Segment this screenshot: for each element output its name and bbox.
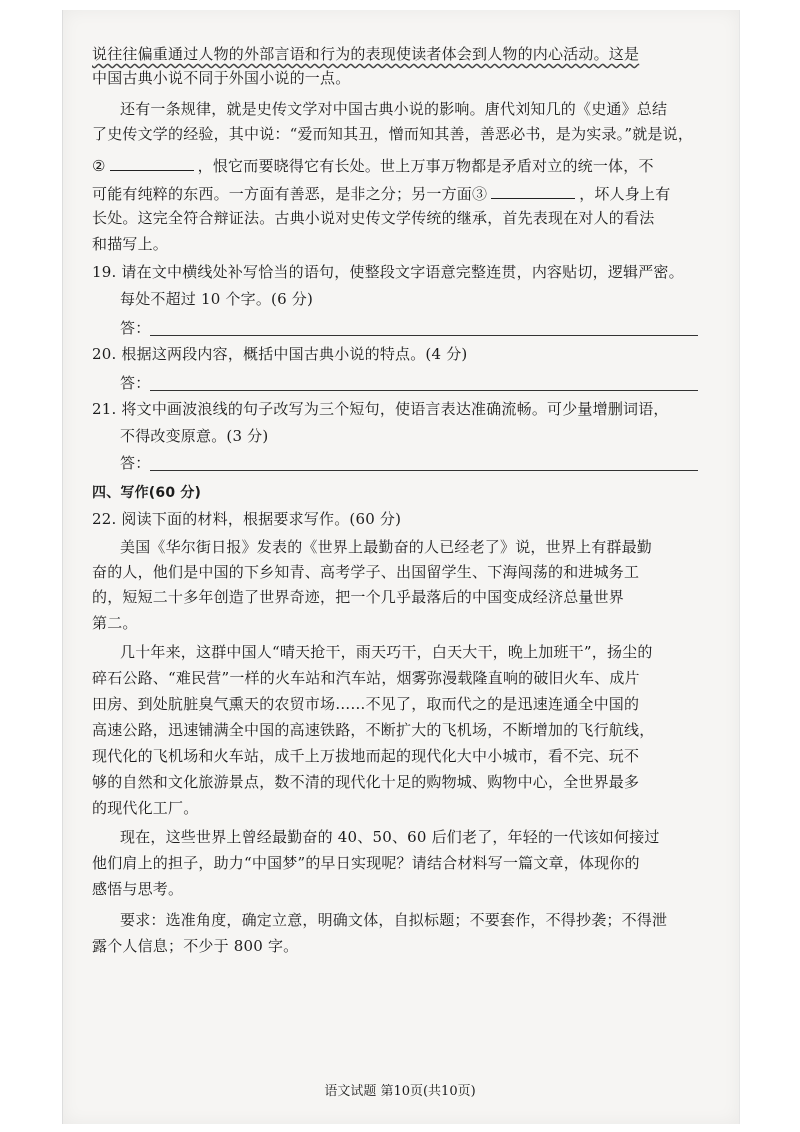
material-line: 够的自然和文化旅游景点，数不清的现代化十足的购物城、购物中心，全世界最多 [92, 773, 640, 791]
passage-line: 了史传文学的经验，其中说：“爱而知其丑，憎而知其善，善恶必书，是为实录。”就是说， [92, 125, 694, 143]
answer-label: 答： [120, 319, 151, 337]
answer-line-19[interactable] [150, 334, 698, 336]
question-21-cont: 不得改变原意。(3 分) [120, 427, 269, 445]
blank-2-label: ② [92, 157, 106, 175]
material-line: 现代化的飞机场和火车站，成千上万拔地而起的现代化大中小城市，看不完、玩不 [92, 747, 640, 765]
question-20: 20. 根据这两段内容，概括中国古典小说的特点。(4 分) [92, 345, 468, 363]
material-line: 奋的人，他们是中国的下乡知青、高考学子、出国留学生、下海闯荡的和进城务工 [92, 563, 640, 581]
material-line: 现在，这些世界上曾经最勤奋的 40、50、60 后们老了，年轻的一代该如何接过 [120, 828, 660, 846]
material-line: 田房、到处肮脏臭气熏天的农贸市场……不见了，取而代之的是迅速连通全中国的 [92, 695, 640, 713]
material-line: 碎石公路、“难民营”一样的火车站和汽车站，烟雾弥漫载隆直响的破旧火车、成片 [92, 669, 640, 687]
question-22: 22. 阅读下面的材料，根据要求写作。(60 分) [92, 510, 402, 528]
answer-label: 答： [120, 374, 151, 392]
answer-line-20[interactable] [150, 389, 698, 391]
question-19: 19. 请在文中横线处补写恰当的语句，使整段文字语意完整连贯，内容贴切，逻辑严密。 [92, 263, 684, 281]
blank-3[interactable] [491, 182, 575, 199]
passage-line-blank-3 [92, 182, 670, 204]
passage-line-blank-2 [92, 154, 654, 176]
passage-text: 可能有纯粹的东西。一方面有善恶，是非之分；另一方面③ [92, 185, 488, 203]
requirement-line: 要求：选准角度，确定立意，明确文体，自拟标题；不要套作，不得抄袭；不得泄 [120, 911, 668, 929]
question-19-cont: 每处不超过 10 个字。(6 分) [120, 290, 314, 308]
blank-2[interactable] [110, 154, 194, 171]
material-line: 几十年来，这群中国人“晴天抢干，雨天巧干，白天大干，晚上加班干”，扬尘的 [120, 643, 653, 661]
answer-line-21[interactable] [150, 469, 698, 471]
material-line: 感悟与思考。 [92, 880, 184, 898]
page-footer: 语文试题 第10页(共10页) [324, 1084, 476, 1099]
passage-line: 长处。这完全符合辩证法。古典小说对史传文学传统的继承，首先表现在对人的看法 [92, 209, 655, 227]
requirement-line: 露个人信息；不少于 800 字。 [92, 937, 299, 955]
material-line: 第二。 [92, 614, 138, 632]
passage-text: ，坏人身上有 [579, 185, 671, 203]
passage-text: ，恨它而要晓得它有长处。世上万事万物都是矛盾对立的统一体，不 [197, 157, 654, 175]
question-21: 21. 将文中画波浪线的句子改写为三个短句，使语言表达准确流畅。可少量增删词语， [92, 400, 669, 418]
passage-line-wavy: 说往往偏重通过人物的外部言语和行为的表现使读者体会到人物的内心活动。这是 [92, 45, 640, 63]
section-title-writing: 四、写作(60 分) [92, 485, 202, 501]
material-line: 高速公路，迅速铺满全中国的高速铁路，不断扩大的飞机场，不断增加的飞行航线， [92, 721, 655, 739]
passage-line: 中国古典小说不同于外国小说的一点。 [92, 69, 351, 87]
answer-label: 答： [120, 454, 151, 472]
material-line: 的，短短二十多年创造了世界奇迹，把一个几乎最落后的中国变成经济总量世界 [92, 588, 625, 606]
passage-line: 和描写上。 [92, 235, 169, 253]
passage-line: 还有一条规律，就是史传文学对中国古典小说的影响。唐代刘知几的《史通》总结 [120, 100, 668, 118]
material-line: 的现代化工厂。 [92, 799, 199, 817]
material-line: 他们肩上的担子，助力“中国梦”的早日实现呢？请结合材料写一篇文章，体现你的 [92, 854, 640, 872]
material-line: 美国《华尔街日报》发表的《世界上最勤奋的人已经老了》说，世界上有群最勤 [120, 538, 653, 556]
